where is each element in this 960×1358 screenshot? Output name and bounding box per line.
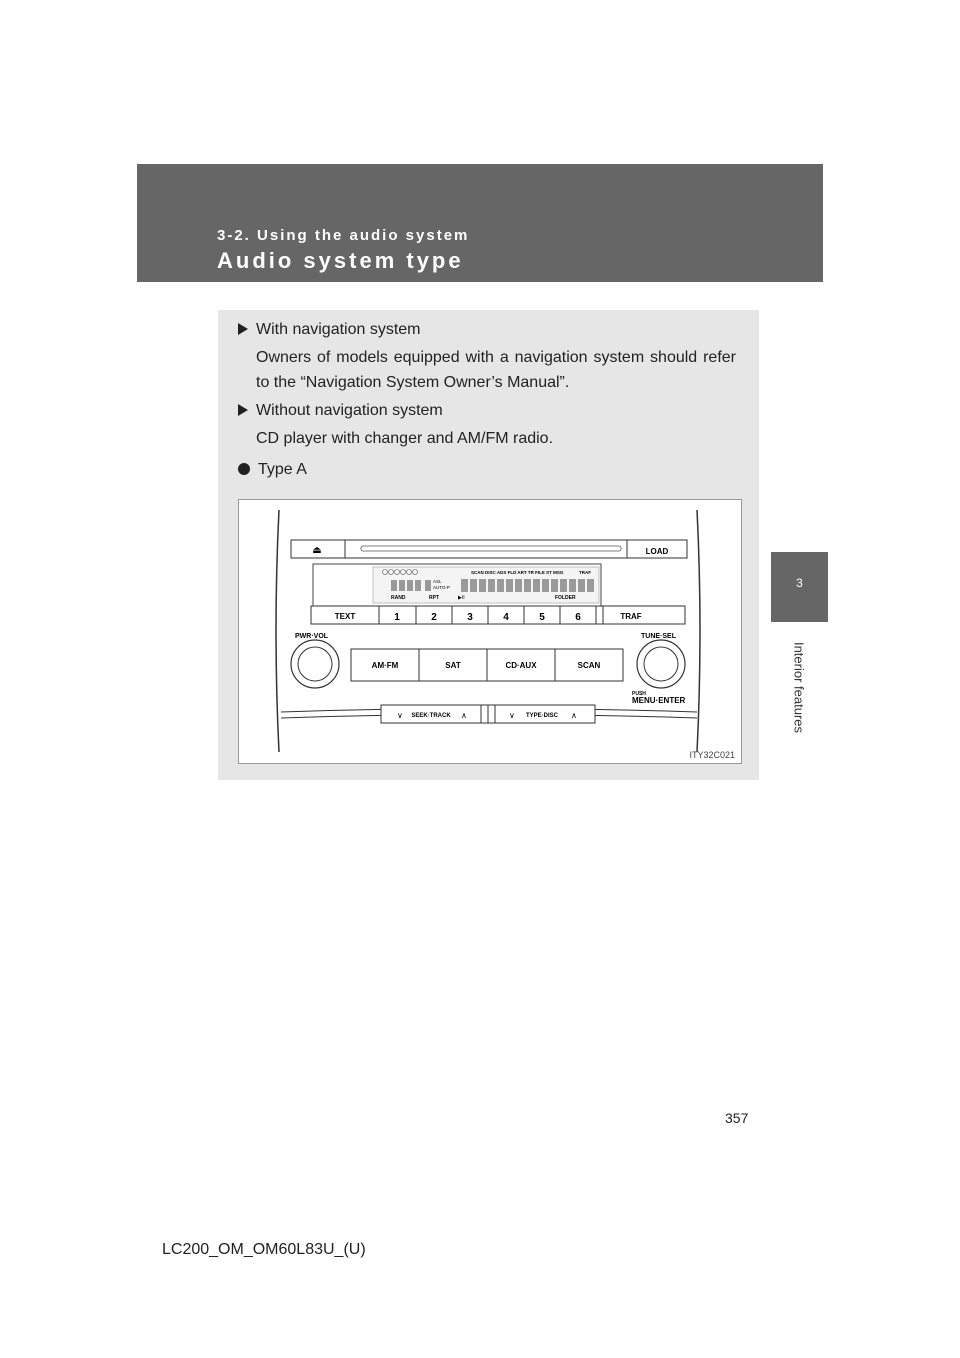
scan-button-label: SCAN (577, 661, 601, 670)
chapter-side-tab (771, 552, 828, 622)
chapter-side-label (790, 632, 807, 742)
preset-3: 3 (467, 612, 473, 623)
without-nav-item (238, 402, 443, 420)
with-nav-item (238, 321, 421, 339)
type-disc-label: TYPE·DISC (525, 713, 559, 719)
type-a-item (238, 461, 307, 479)
chapter-name: Interior features (791, 641, 807, 734)
type-down-chevron-icon: ∨ (509, 711, 515, 720)
audio-unit-illustration (239, 500, 741, 763)
seek-track-label: SEEK·TRACK (411, 713, 451, 719)
page-number: 357 (725, 1110, 749, 1126)
without-nav-title: Without navigation system (256, 402, 443, 419)
audio-unit-figure (238, 499, 742, 764)
display-indicators: SCAN DISC ADS FLD ART TR FILE ST MSG (471, 570, 564, 575)
am-fm-button-label: AM·FM (371, 661, 399, 670)
sat-button-label: SAT (445, 661, 461, 670)
display-traf: TRAF (579, 570, 591, 575)
tune-sel-label: TUNE·SEL (641, 633, 676, 640)
triangle-bullet-icon (238, 323, 248, 335)
type-a-label: Type A (258, 461, 307, 478)
preset-traf: TRAF (620, 612, 642, 621)
preset-5: 5 (539, 612, 545, 623)
with-nav-title: With navigation system (256, 321, 421, 338)
triangle-bullet-icon (238, 404, 248, 416)
pwr-vol-label: PWR·VOL (295, 633, 329, 640)
seek-up-chevron-icon: ∧ (461, 711, 467, 720)
with-nav-description: Owners of models equipped with a navigation system should refer to the “Navigation System Owner’s Manual”. (256, 349, 736, 391)
load-label: LOAD (645, 547, 669, 556)
without-nav-description: CD player with changer and AM/FM radio. (256, 430, 554, 447)
display-auto: AUTO-P (433, 585, 450, 590)
document-code: LC200_OM_OM60L83U_(U) (162, 1241, 366, 1258)
cd-aux-button-label: CD·AUX (505, 661, 537, 670)
preset-4: 4 (503, 612, 509, 623)
push-label: PUSH (632, 691, 646, 697)
menu-enter-label: MENU·ENTER (632, 696, 686, 705)
preset-text: TEXT (334, 612, 356, 621)
type-up-chevron-icon: ∧ (571, 711, 577, 720)
seek-down-chevron-icon: ∨ (397, 711, 403, 720)
eject-icon: ⏏ (312, 545, 322, 556)
preset-1: 1 (394, 612, 400, 623)
page-title: Audio system type (217, 248, 464, 273)
preset-2: 2 (431, 612, 437, 623)
figure-code: ITY32C021 (689, 750, 735, 760)
chapter-header (137, 164, 823, 282)
display-rpt: RPT (429, 595, 439, 601)
display-rand: RAND (391, 595, 406, 601)
section-label: 3-2. Using the audio system (217, 227, 470, 244)
display-asl: ASL (433, 579, 442, 584)
display-folder: FOLDER (555, 595, 576, 601)
chapter-number: 3 (796, 576, 803, 590)
preset-6: 6 (575, 612, 581, 623)
display-play-pause: ▶II (458, 595, 465, 601)
circle-bullet-icon (238, 463, 250, 475)
